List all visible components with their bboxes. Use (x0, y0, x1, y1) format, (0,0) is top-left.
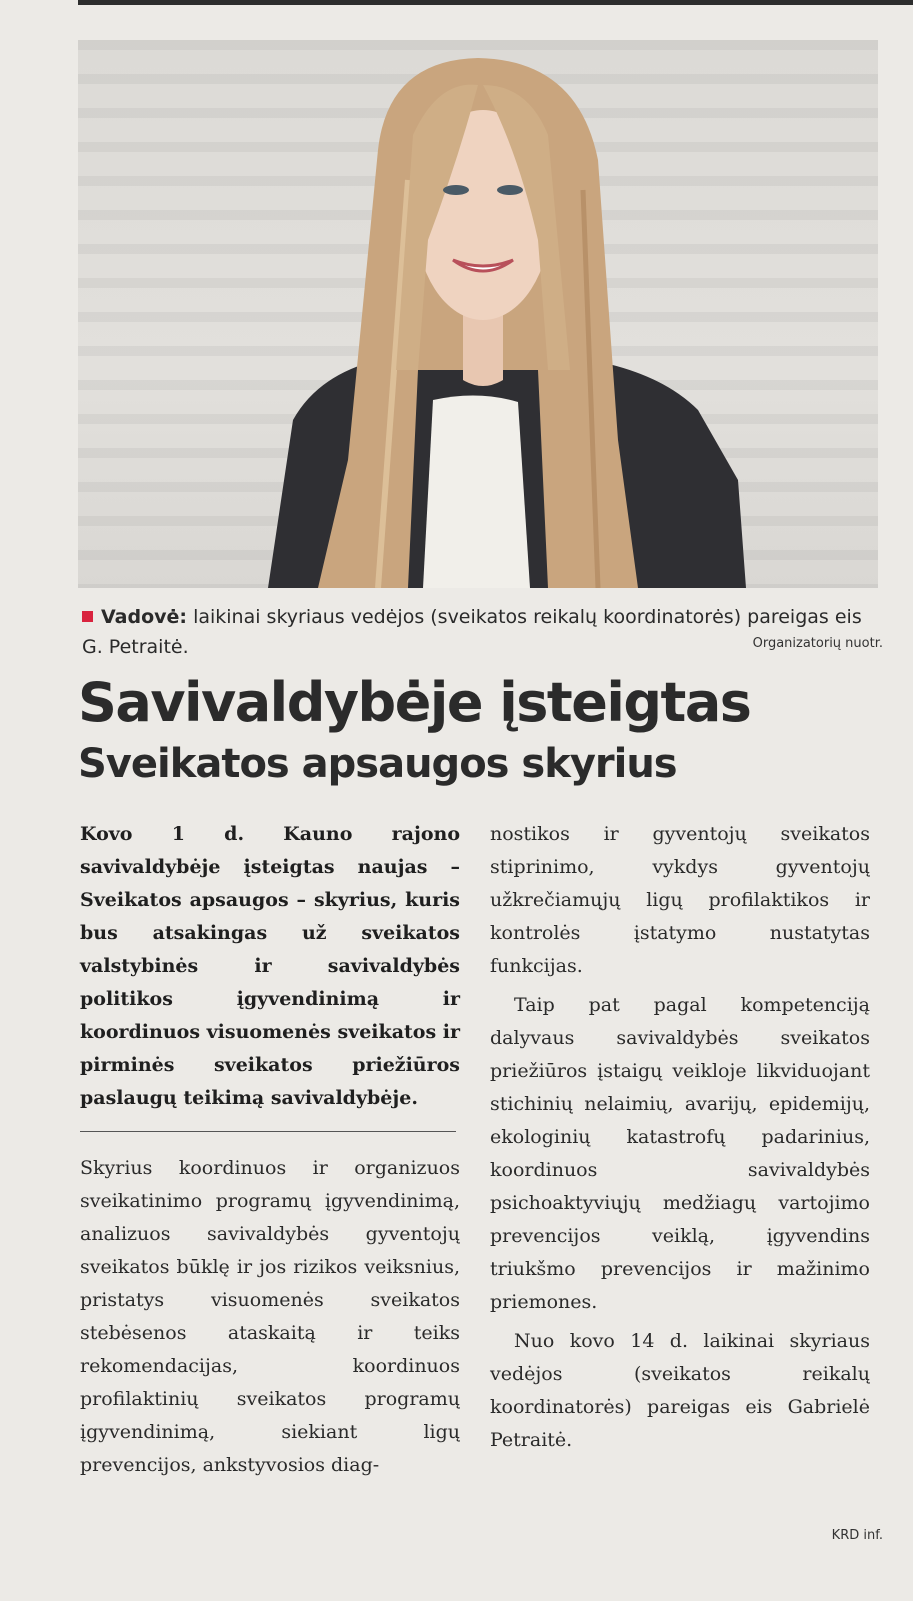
source-signoff: KRD inf. (831, 1528, 883, 1543)
intro-divider (80, 1131, 456, 1132)
intro-paragraph: Kovo 1 d. Kauno rajono savivaldybėje įsteigtas naujas – Sveikatos apsaugos – skyrius, kuris bus atsakingas už sveikatos valstybinės ir savivaldybės politikos įgyvendinimą ir koordinuos visuomenės sveikatos ir pirminės sveikatos priežiūros paslaugų teikimą savivaldybėje. (80, 823, 460, 1109)
caption-bullet-icon (82, 611, 93, 622)
body-paragraph-1: Skyrius koordinuos ir organizuos sveikatinimo programų įgyvendinimą, analizuos savivaldybės gyventojų sveikatos būklę ir jos rizikos veiksnius, pristatys visuomenės sveikatos stebėsenos ataskaitą ir teiks rekomendacijas, koordinuos profilaktinių sveikatos programų įgyvendinimą, siekiant ligų prevencijos, ankstyvosios diag- (80, 1157, 460, 1476)
article-intro (80, 818, 460, 1115)
top-rule (78, 0, 913, 5)
photo-credit: Organizatorių nuotr. (752, 636, 883, 651)
photo-caption (82, 602, 882, 662)
body-paragraph-2: Taip pat pagal kompetenciją dalyvaus savivaldybės sveikatos priežiūros įstaigų veikloje likviduojant stichinių nelaimių, avarijų, epidemijų, ekologinių katastrofų padarinius, koordinuos savivaldybės psichoaktyviųjų medžiagų vartojimo prevencijos veiklą, įgyvendins triukšmo prevencijos ir mažinimo priemones. (490, 994, 870, 1313)
caption-text: laikinai skyriaus vedėjos (sveikatos reikalų koordinatorės) pareigas eis G. Petraitė. (82, 606, 862, 658)
body-column-left (80, 1152, 460, 1482)
portrait-illustration (78, 40, 878, 588)
body-paragraph-1-continued: nostikos ir gyventojų sveikatos stiprinimo, vykdys gyventojų užkrečiamųjų ligų profilaktikos ir kontrolės įstatymo nustatytas funkcijas. (490, 823, 870, 977)
body-column-right (490, 818, 870, 1457)
article-headline (78, 668, 898, 790)
headline-line-2: Sveikatos apsaugos skyrius (78, 741, 677, 787)
portrait-photo (78, 40, 878, 588)
headline-line-1: Savivaldybėje įsteigtas (78, 671, 751, 734)
body-paragraph-3: Nuo kovo 14 d. laikinai skyriaus vedėjos (sveikatos reikalų koordinatorės) pareigas eis Gabrielė Petraitė. (490, 1330, 870, 1451)
caption-lead: Vadovė: (101, 606, 188, 628)
